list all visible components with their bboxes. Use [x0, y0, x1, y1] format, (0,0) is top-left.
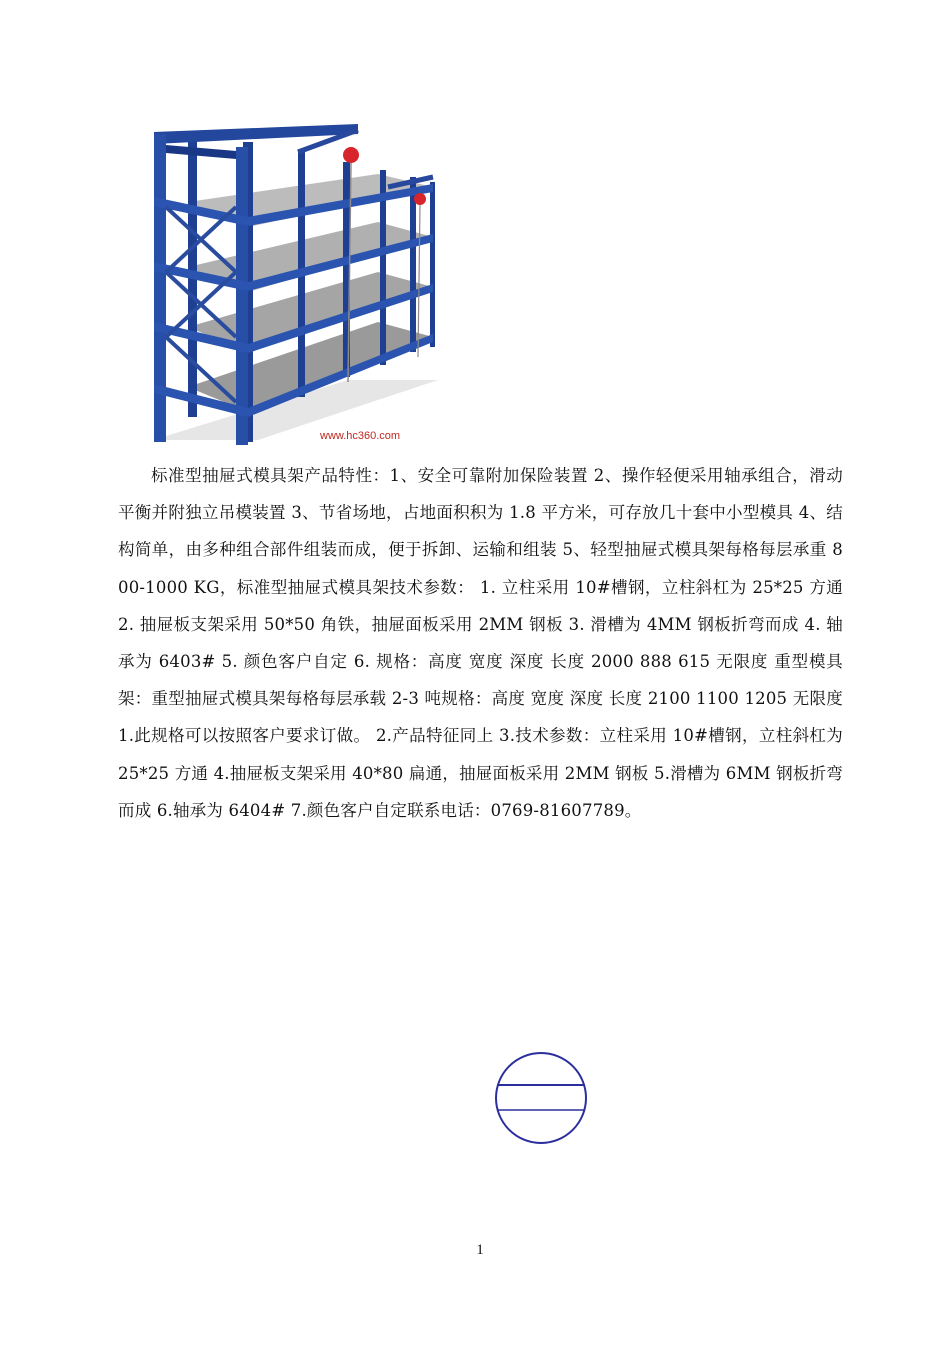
product-description: 标准型抽屉式模具架产品特性：1、安全可靠附加保险装置 2、操作轻便采用轴承组合，滑动平衡并附独立吊模装置 3、节省场地，占地面积积为 1.8 平方米，可存放几十套中小型模具 4、结构简单，由多种组合部件组装而成，便于拆卸、运输和组装 5、轻型抽屉式模具架每格每层承重 800-1000 KG，标准型抽屉式模具架技术参数： 1. 立柱采用 10#槽钢，立柱斜杠为 25*25 方通 2. 抽屉板支架采用 50*50 角铁，抽屉面板采用 2MM 钢板 3. 滑槽为 4MM 钢板折弯而成 4. 轴承为 6403# 5. 颜色客户自定 6. 规格：高度 宽度 深度 长度 2000 888 615 无限度 重型模具架：重型抽屉式模具架每格每层承载 2-3 吨规格：高度 宽度 深度 长度 2100 1100 1205 无限度 1.此规格可以按照客户要求订做。 2.产品特征同上 3.技术参数：立柱采用 10#槽钢，立柱斜杠为 25*25 方通 4.抽屉板支架采用 40*80 扁通，抽屉面板采用 2MM 钢板 5.滑槽为 6MM 钢板折弯而成 6.轴承为 6404# 7.颜色客户自定联系电话：0769-81607789。 [118, 466, 843, 820]
product-photo [148, 122, 448, 447]
page-number: 1 [476, 1242, 484, 1258]
circle-with-double-bar-icon [493, 1050, 589, 1146]
photo-watermark: www.hc360.com [320, 430, 401, 442]
